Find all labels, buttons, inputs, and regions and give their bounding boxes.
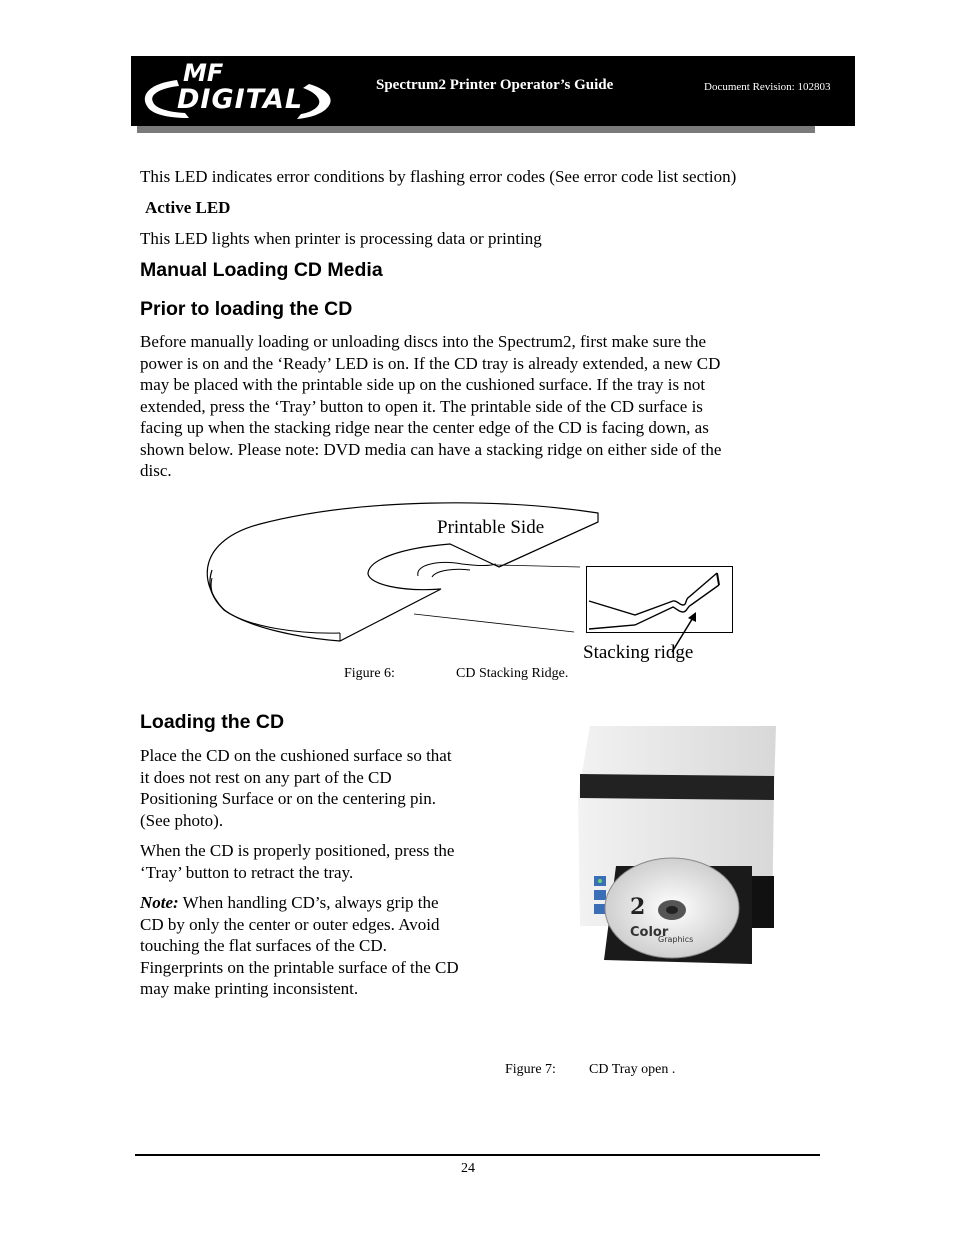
paragraph-line: CD by only the center or outer edges. Avoid (140, 914, 440, 934)
figure6-caption-number: Figure 6: (344, 666, 395, 681)
label-printable-side: Printable Side (437, 517, 545, 538)
mf-digital-logo (137, 58, 337, 124)
svg-text:2: 2 (630, 894, 646, 920)
figure7-caption-text: CD Tray open . (589, 1062, 676, 1077)
active-led-heading: Active LED (145, 198, 231, 217)
error-led-text: This LED indicates error conditions by flashing error codes (See error code list section) (140, 167, 737, 186)
paragraph-line: may make printing inconsistent. (140, 979, 359, 998)
label-stacking-ridge: Stacking ridge (583, 642, 694, 663)
note-first-text: When handling CD’s, always grip the (178, 893, 439, 912)
paragraph-line: touching the flat surfaces of the CD. (140, 936, 387, 955)
paragraph-line: Before manually loading or unloading discs into the Spectrum2, first make sure the (140, 332, 707, 351)
heading-prior-loading: Prior to loading the CD (140, 298, 353, 320)
heading-loading-cd: Loading the CD (140, 711, 285, 733)
svg-text:MF: MF (183, 59, 224, 87)
svg-text:DIGITAL: DIGITAL (177, 84, 304, 115)
prior-paragraph (140, 331, 721, 482)
heading-manual-loading: Manual Loading CD Media (140, 259, 383, 281)
cd-label-graphics: Graphics (658, 935, 694, 944)
stacking-ridge-zoom-box (586, 566, 733, 633)
paragraph-line: extended, press the ‘Tray’ button to open it. The printable side of the CD surface is (140, 396, 703, 416)
figure7-caption-number: Figure 7: (505, 1062, 556, 1077)
note-paragraph (140, 892, 459, 1000)
paragraph-line: ‘Tray’ button to retract the tray. (140, 862, 354, 882)
figure6-caption-text: CD Stacking Ridge. (456, 666, 569, 681)
paragraph-line: power is on and the ‘Ready’ LED is on. If the CD tray is already extended, a new CD (140, 353, 721, 373)
page-number: 24 (461, 1161, 475, 1176)
paragraph-line: (See photo). (140, 810, 224, 830)
paragraph-line: it does not rest on any part of the CD (140, 767, 392, 787)
paragraph-line: shown below. Please note: DVD media can have a stacking ridge on either side of the (140, 439, 722, 459)
printer-cd-tray-photo (576, 726, 782, 966)
note-label: Note: (140, 893, 179, 912)
active-led-text: This LED lights when printer is processing data or printing (140, 229, 542, 248)
loading-paragraph-2 (140, 840, 454, 883)
note-first-line (140, 892, 459, 914)
paragraph-line: Positioning Surface or on the centering pin. (140, 789, 437, 808)
footer-divider (135, 1154, 820, 1156)
paragraph-line: Fingerprints on the printable surface of the CD (140, 957, 459, 977)
paragraph-line: disc. (140, 461, 172, 480)
loading-paragraph-1 (140, 745, 452, 831)
document-title: Spectrum2 Printer Operator’s Guide (376, 77, 614, 93)
paragraph-line: may be placed with the printable side up on the cushioned surface. If the tray is not (140, 375, 706, 394)
paragraph-line: facing up when the stacking ridge near the center edge of the CD is facing down, as (140, 418, 709, 437)
paragraph-line: Place the CD on the cushioned surface so that (140, 746, 452, 765)
document-revision: Document Revision: 102803 (704, 81, 831, 93)
paragraph-line: When the CD is properly positioned, press the (140, 841, 455, 860)
cd-label-color: Color (630, 925, 669, 940)
